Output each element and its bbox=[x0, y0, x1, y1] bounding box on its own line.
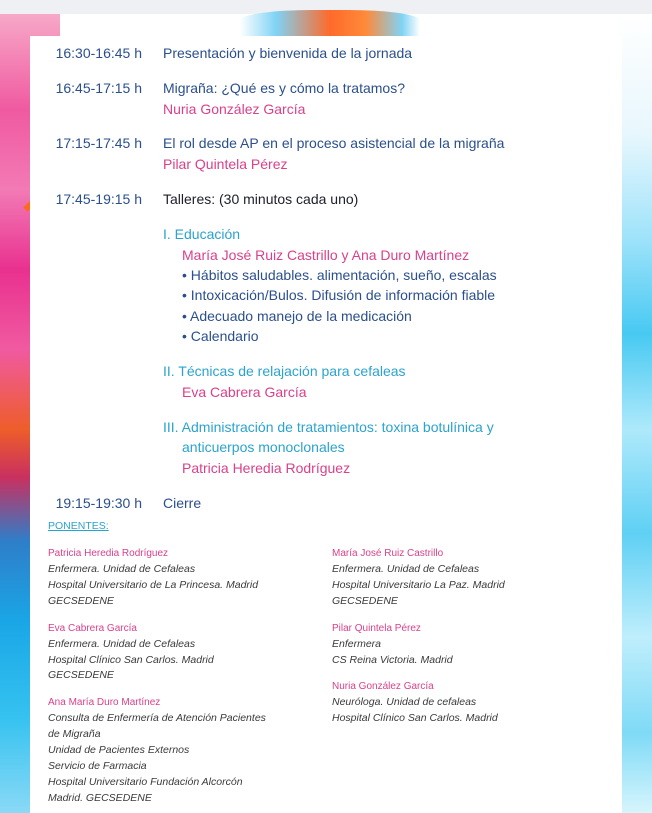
ponente-detail: Hospital Universitario de La Princesa. Madrid bbox=[48, 579, 259, 591]
program-time: 16:45-17:15 h bbox=[55, 80, 142, 96]
ponente-detail: Enfermera bbox=[332, 638, 382, 650]
taller-title: II. Técnicas de relajación para cefaleas bbox=[163, 363, 406, 379]
ponente-detail: Hospital Clínico San Carlos. Madrid bbox=[332, 712, 498, 724]
top-decoration bbox=[240, 10, 420, 36]
ponente-detail: Hospital Universitario La Paz. Madrid bbox=[332, 579, 505, 591]
program-time: 17:15-17:45 h bbox=[55, 135, 142, 151]
taller-bullet: • Adecuado manejo de la medicación bbox=[182, 308, 412, 324]
taller-speaker: Patricia Heredia Rodríguez bbox=[182, 460, 351, 476]
program-title: Talleres: (30 minutos cada uno) bbox=[163, 191, 359, 207]
ponente-detail: Neuróloga. Unidad de cefaleas bbox=[332, 696, 477, 708]
program-time: 19:15-19:30 h bbox=[55, 495, 142, 511]
program-title: Presentación y bienvenida de la jornada bbox=[163, 45, 413, 61]
ponente-name: Nuria González García bbox=[332, 681, 434, 692]
ponente-detail: Enfermera. Unidad de Cefaleas bbox=[48, 563, 196, 575]
ponente-detail: GECSEDENE bbox=[48, 669, 114, 681]
taller-bullet: • Intoxicación/Bulos. Difusión de información fiable bbox=[182, 287, 496, 303]
ponente-detail: Servicio de Farmacia bbox=[48, 760, 147, 772]
program-speaker: Pilar Quintela Pérez bbox=[163, 156, 288, 172]
ponente-detail: GECSEDENE bbox=[48, 595, 114, 607]
ponentes-heading: PONENTES: bbox=[48, 520, 109, 532]
ponente-name: Ana María Duro Martínez bbox=[48, 697, 161, 708]
program-time: 17:45-19:15 h bbox=[55, 191, 142, 207]
ponente-detail: Consulta de Enfermería de Atención Pacientes bbox=[48, 712, 266, 724]
right-decoration bbox=[618, 14, 652, 813]
program-time: 16:30-16:45 h bbox=[55, 45, 142, 61]
program-title: Migraña: ¿Qué es y cómo la tratamos? bbox=[163, 80, 405, 96]
taller-bullet: • Calendario bbox=[182, 328, 259, 344]
taller-speaker: Eva Cabrera García bbox=[182, 384, 307, 400]
ponente-detail: CS Reina Victoria. Madrid bbox=[332, 654, 453, 666]
ponente-detail: Hospital Clínico San Carlos. Madrid bbox=[48, 654, 214, 666]
ponente-name: Pilar Quintela Pérez bbox=[332, 623, 421, 634]
ponente-detail: Hospital Universitario Fundación Alcorcón bbox=[48, 776, 243, 788]
ponente-detail: GECSEDENE bbox=[332, 595, 398, 607]
ponente-name: Eva Cabrera García bbox=[48, 623, 137, 634]
taller-title: III. Administración de tratamientos: toxina botulínica y bbox=[163, 419, 494, 435]
ponente-detail: Madrid. GECSEDENE bbox=[48, 792, 152, 804]
taller-bullet: • Hábitos saludables. alimentación, sueño, escalas bbox=[182, 267, 497, 283]
program-card bbox=[30, 36, 622, 813]
ponente-name: Patricia Heredia Rodríguez bbox=[48, 548, 169, 559]
taller-speaker: María José Ruiz Castrillo y Ana Duro Martínez bbox=[182, 247, 470, 263]
program-title: Cierre bbox=[163, 495, 202, 511]
taller-title: I. Educación bbox=[163, 226, 241, 242]
program-speaker: Nuria González García bbox=[163, 101, 306, 117]
ponente-detail: Enfermera. Unidad de Cefaleas bbox=[48, 638, 196, 650]
ponente-detail: Enfermera. Unidad de Cefaleas bbox=[332, 563, 480, 575]
ponente-name: María José Ruiz Castrillo bbox=[332, 548, 444, 559]
taller-title-continued: anticuerpos monoclonales bbox=[182, 439, 345, 455]
program-title: El rol desde AP en el proceso asistencial de la migraña bbox=[163, 135, 505, 151]
ponente-detail: de Migraña bbox=[48, 728, 101, 740]
ponente-detail: Unidad de Pacientes Externos bbox=[48, 744, 190, 756]
